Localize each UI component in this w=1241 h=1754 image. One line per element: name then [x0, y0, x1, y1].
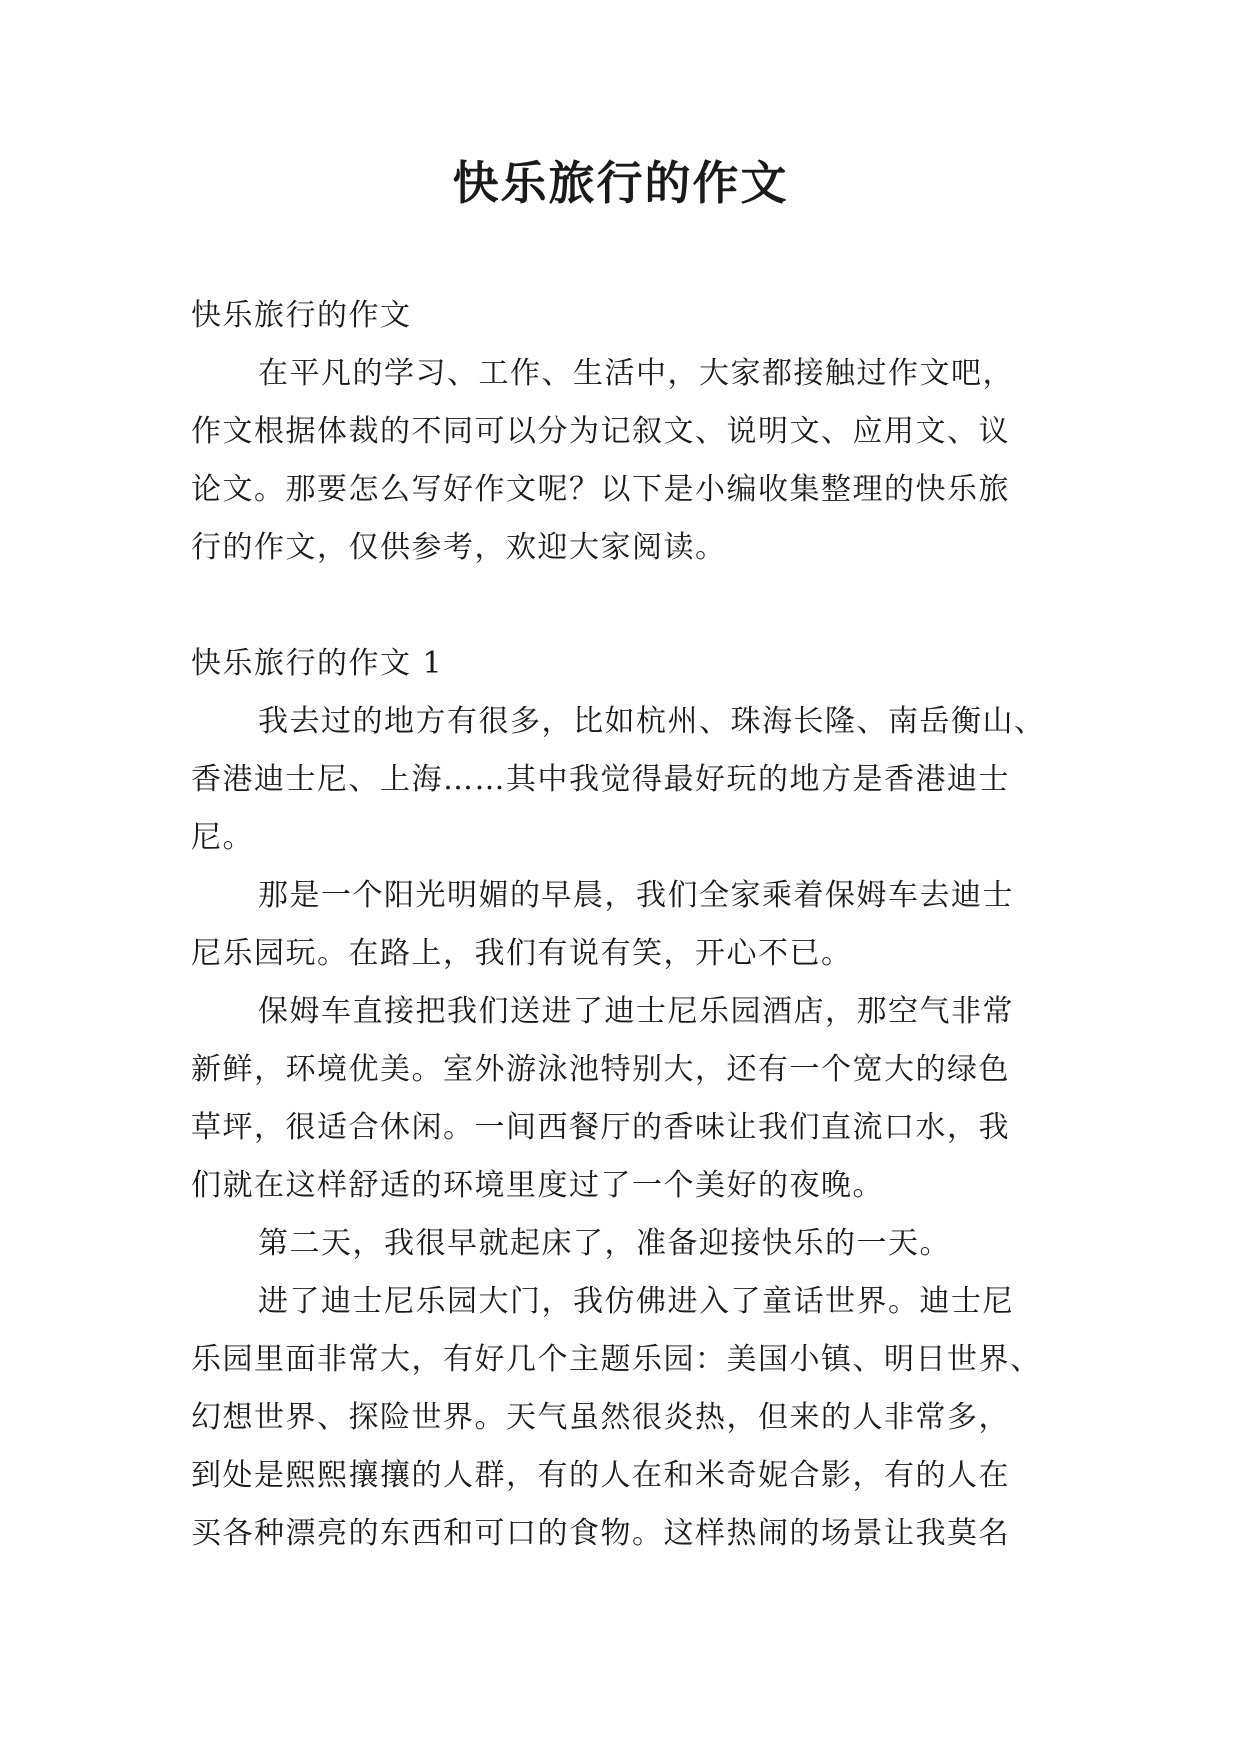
paragraph-line: 乐园里面非常大，有好几个主题乐园：美国小镇、明日世界、 [191, 1342, 1042, 1377]
paragraph-line: 尼乐园玩。在路上，我们有说有笑，开心不已。 [191, 936, 853, 971]
paragraph-line: 尼。 [191, 820, 254, 855]
paragraph-line: 香港迪士尼、上海……其中我觉得最好玩的地方是香港迪士 [191, 762, 1010, 797]
paragraph-line: 保姆车直接把我们送进了迪士尼乐园酒店，那空气非常 [258, 994, 1014, 1029]
intro-paragraph-line: 行的作文，仅供参考，欢迎大家阅读。 [191, 530, 727, 565]
document-title: 快乐旅行的作文 [452, 156, 789, 210]
paragraph-line: 草坪，很适合休闲。一间西餐厅的香味让我们直流口水，我 [191, 1110, 1010, 1145]
essay-heading: 快乐旅行的作文 1 [191, 646, 444, 681]
intro-paragraph-line: 论文。那要怎么写好作文呢？以下是小编收集整理的快乐旅 [191, 472, 1010, 507]
paragraph-line: 们就在这样舒适的环境里度过了一个美好的夜晚。 [191, 1168, 884, 1203]
paragraph-line: 幻想世界、探险世界。天气虽然很炎热，但来的人非常多， [191, 1400, 1010, 1435]
paragraph-line: 我去过的地方有很多，比如杭州、珠海长隆、南岳衡山、 [258, 704, 1046, 739]
section-gap [191, 577, 1051, 635]
intro-heading: 快乐旅行的作文 [191, 298, 412, 333]
intro-paragraph-line: 在平凡的学习、工作、生活中，大家都接触过作文吧， [258, 356, 1014, 391]
paragraph-line: 进了迪士尼乐园大门，我仿佛进入了童话世界。迪士尼 [258, 1284, 1014, 1319]
paragraph-line: 新鲜，环境优美。室外游泳池特别大，还有一个宽大的绿色 [191, 1052, 1010, 1087]
paragraph-line: 到处是熙熙攘攘的人群，有的人在和米奇妮合影，有的人在 [191, 1458, 1010, 1493]
paragraph-line: 买各种漂亮的东西和可口的食物。这样热闹的场景让我莫名 [191, 1516, 1010, 1551]
paragraph-line: 那是一个阳光明媚的早晨，我们全家乘着保姆车去迪士 [258, 878, 1014, 913]
paragraph-line: 第二天，我很早就起床了，准备迎接快乐的一天。 [258, 1226, 951, 1261]
intro-paragraph-line: 作文根据体裁的不同可以分为记叙文、说明文、应用文、议 [191, 414, 1010, 449]
document-body [191, 287, 1051, 1563]
